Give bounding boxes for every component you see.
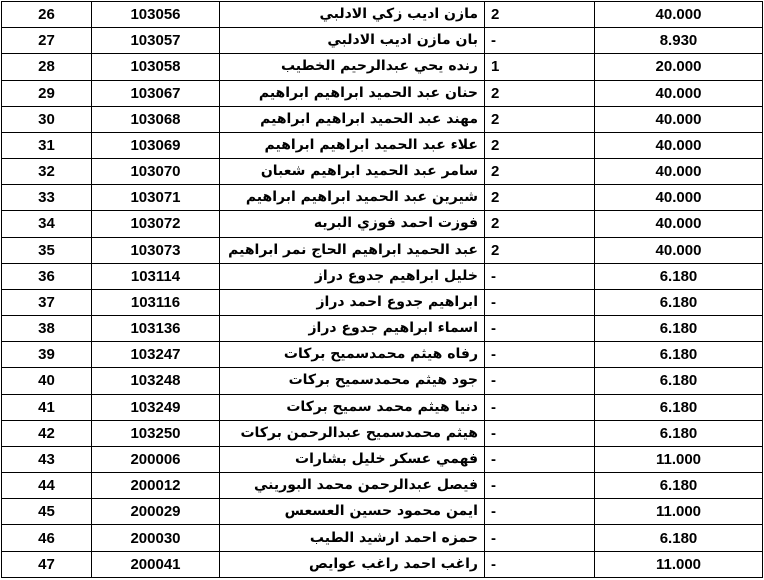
amount-cell: 40.000 xyxy=(595,185,763,211)
record-id-cell: 103136 xyxy=(92,316,220,342)
record-id-cell: 103058 xyxy=(92,54,220,80)
record-id-cell: 103250 xyxy=(92,420,220,446)
mark-cell: 2 xyxy=(485,211,595,237)
table-row xyxy=(2,2,763,28)
table-row xyxy=(2,342,763,368)
records-table xyxy=(1,1,763,578)
record-id-cell: 103073 xyxy=(92,237,220,263)
amount-cell: 11.000 xyxy=(595,446,763,472)
record-id-cell: 200029 xyxy=(92,499,220,525)
person-name-cell: جود هيثم محمدسميح بركات xyxy=(220,368,485,394)
table-row xyxy=(2,28,763,54)
table-row xyxy=(2,237,763,263)
amount-cell: 6.180 xyxy=(595,394,763,420)
record-id-cell: 200041 xyxy=(92,551,220,577)
amount-cell: 6.180 xyxy=(595,289,763,315)
table-row xyxy=(2,473,763,499)
amount-cell: 20.000 xyxy=(595,54,763,80)
record-id-cell: 103069 xyxy=(92,132,220,158)
person-name-cell: سامر عبد الحميد ابراهيم شعبان xyxy=(220,159,485,185)
mark-cell: - xyxy=(485,473,595,499)
mark-cell: - xyxy=(485,446,595,472)
mark-cell: 2 xyxy=(485,159,595,185)
table-row xyxy=(2,185,763,211)
record-id-cell: 103070 xyxy=(92,159,220,185)
record-id-cell: 103057 xyxy=(92,28,220,54)
table-row xyxy=(2,368,763,394)
amount-cell: 40.000 xyxy=(595,132,763,158)
row-number-cell: 41 xyxy=(2,394,92,420)
person-name-cell: فوزت احمد فوزي البريه xyxy=(220,211,485,237)
table-row xyxy=(2,551,763,577)
row-number-cell: 36 xyxy=(2,263,92,289)
person-name-cell: شيرين عبد الحميد ابراهيم ابراهيم xyxy=(220,185,485,211)
row-number-cell: 28 xyxy=(2,54,92,80)
mark-cell: 2 xyxy=(485,185,595,211)
person-name-cell: حمزه احمد ارشيد الطيب xyxy=(220,525,485,551)
record-id-cell: 200012 xyxy=(92,473,220,499)
mark-cell: - xyxy=(485,551,595,577)
row-number-cell: 45 xyxy=(2,499,92,525)
person-name-cell: هيثم محمدسميح عبدالرحمن بركات xyxy=(220,420,485,446)
mark-cell: 2 xyxy=(485,106,595,132)
row-number-cell: 44 xyxy=(2,473,92,499)
record-id-cell: 103068 xyxy=(92,106,220,132)
person-name-cell: راغب احمد راغب عوايص xyxy=(220,551,485,577)
person-name-cell: رفاه هيثم محمدسميح بركات xyxy=(220,342,485,368)
person-name-cell: ايمن محمود حسين العسعس xyxy=(220,499,485,525)
person-name-cell: اسماء ابراهيم جدوع دراز xyxy=(220,316,485,342)
row-number-cell: 34 xyxy=(2,211,92,237)
amount-cell: 6.180 xyxy=(595,342,763,368)
record-id-cell: 103116 xyxy=(92,289,220,315)
person-name-cell: مهند عبد الحميد ابراهيم ابراهيم xyxy=(220,106,485,132)
table-row xyxy=(2,394,763,420)
table-row xyxy=(2,211,763,237)
mark-cell: - xyxy=(485,342,595,368)
person-name-cell: فهمي عسكر خليل بشارات xyxy=(220,446,485,472)
amount-cell: 6.180 xyxy=(595,473,763,499)
mark-cell: - xyxy=(485,420,595,446)
mark-cell: - xyxy=(485,316,595,342)
person-name-cell: فيصل عبدالرحمن محمد البوريني xyxy=(220,473,485,499)
amount-cell: 11.000 xyxy=(595,551,763,577)
amount-cell: 40.000 xyxy=(595,237,763,263)
amount-cell: 8.930 xyxy=(595,28,763,54)
table-row xyxy=(2,446,763,472)
table-row xyxy=(2,316,763,342)
person-name-cell: ابراهيم جدوع احمد دراز xyxy=(220,289,485,315)
record-id-cell: 103056 xyxy=(92,2,220,28)
person-name-cell: علاء عبد الحميد ابراهيم ابراهيم xyxy=(220,132,485,158)
mark-cell: - xyxy=(485,499,595,525)
person-name-cell: عبد الحميد ابراهيم الحاج نمر ابراهيم xyxy=(220,237,485,263)
record-id-cell: 103249 xyxy=(92,394,220,420)
mark-cell: - xyxy=(485,368,595,394)
table-row xyxy=(2,263,763,289)
amount-cell: 11.000 xyxy=(595,499,763,525)
row-number-cell: 35 xyxy=(2,237,92,263)
row-number-cell: 30 xyxy=(2,106,92,132)
mark-cell: - xyxy=(485,394,595,420)
person-name-cell: خليل ابراهيم جدوع دراز xyxy=(220,263,485,289)
mark-cell: - xyxy=(485,263,595,289)
row-number-cell: 47 xyxy=(2,551,92,577)
amount-cell: 40.000 xyxy=(595,2,763,28)
mark-cell: 2 xyxy=(485,132,595,158)
amount-cell: 6.180 xyxy=(595,316,763,342)
table-row xyxy=(2,132,763,158)
row-number-cell: 40 xyxy=(2,368,92,394)
record-id-cell: 200030 xyxy=(92,525,220,551)
amount-cell: 6.180 xyxy=(595,420,763,446)
person-name-cell: بان مازن اديب الادلبي xyxy=(220,28,485,54)
amount-cell: 6.180 xyxy=(595,368,763,394)
person-name-cell: رنده يحي عبدالرحيم الخطيب xyxy=(220,54,485,80)
table-row xyxy=(2,80,763,106)
amount-cell: 40.000 xyxy=(595,106,763,132)
amount-cell: 40.000 xyxy=(595,159,763,185)
table-row xyxy=(2,499,763,525)
records-table-body xyxy=(2,2,763,578)
amount-cell: 40.000 xyxy=(595,211,763,237)
table-row xyxy=(2,159,763,185)
record-id-cell: 103067 xyxy=(92,80,220,106)
person-name-cell: مازن اديب زكي الادلبي xyxy=(220,2,485,28)
person-name-cell: حنان عبد الحميد ابراهيم ابراهيم xyxy=(220,80,485,106)
row-number-cell: 42 xyxy=(2,420,92,446)
table-row xyxy=(2,106,763,132)
row-number-cell: 39 xyxy=(2,342,92,368)
record-id-cell: 103248 xyxy=(92,368,220,394)
mark-cell: 2 xyxy=(485,80,595,106)
record-id-cell: 200006 xyxy=(92,446,220,472)
record-id-cell: 103071 xyxy=(92,185,220,211)
row-number-cell: 37 xyxy=(2,289,92,315)
row-number-cell: 38 xyxy=(2,316,92,342)
table-row xyxy=(2,525,763,551)
amount-cell: 6.180 xyxy=(595,525,763,551)
row-number-cell: 43 xyxy=(2,446,92,472)
mark-cell: - xyxy=(485,525,595,551)
record-id-cell: 103072 xyxy=(92,211,220,237)
mark-cell: 2 xyxy=(485,2,595,28)
record-id-cell: 103247 xyxy=(92,342,220,368)
amount-cell: 6.180 xyxy=(595,263,763,289)
row-number-cell: 27 xyxy=(2,28,92,54)
row-number-cell: 29 xyxy=(2,80,92,106)
table-row xyxy=(2,289,763,315)
table-row xyxy=(2,420,763,446)
mark-cell: 2 xyxy=(485,237,595,263)
record-id-cell: 103114 xyxy=(92,263,220,289)
row-number-cell: 46 xyxy=(2,525,92,551)
mark-cell: - xyxy=(485,28,595,54)
row-number-cell: 26 xyxy=(2,2,92,28)
mark-cell: 1 xyxy=(485,54,595,80)
row-number-cell: 31 xyxy=(2,132,92,158)
amount-cell: 40.000 xyxy=(595,80,763,106)
mark-cell: - xyxy=(485,289,595,315)
row-number-cell: 33 xyxy=(2,185,92,211)
table-row xyxy=(2,54,763,80)
person-name-cell: دنيا هيثم محمد سميح بركات xyxy=(220,394,485,420)
row-number-cell: 32 xyxy=(2,159,92,185)
